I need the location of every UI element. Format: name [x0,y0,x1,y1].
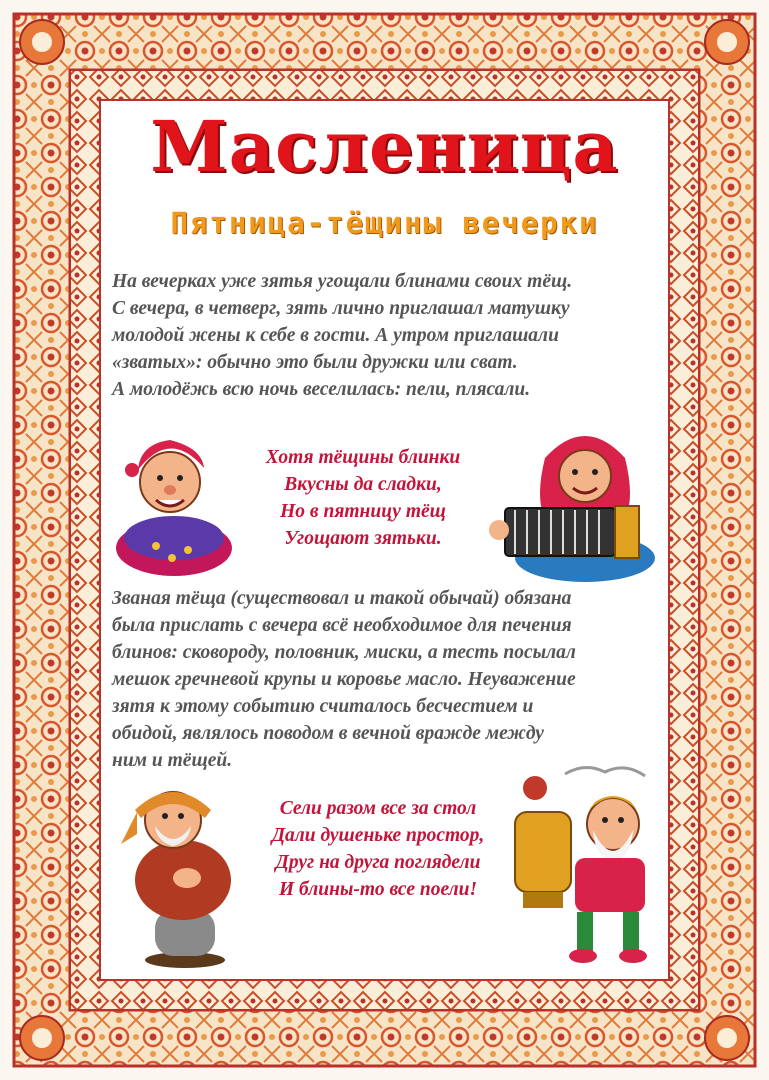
body-line: ним и тёщей. [112,750,233,771]
verse-line: Друг на друга поглядели [275,852,481,873]
body-line: зятя к этому событию считалось бесчестием и [112,696,534,717]
grandmother-illustration [110,418,238,578]
verse-two [238,795,518,903]
page-title: Масленица [150,105,619,188]
body-line: мешок гречневой крупы и коровье масло. Неуважение [112,669,576,690]
verse-line: Вкусны да сладки, [284,474,442,495]
verse-line: Угощают зятьки. [284,528,442,549]
body-line: обидой, являлось поводом в вечной вражде между [112,723,544,744]
body-line: была прислать с вечера всё необходимое для печения [112,615,572,636]
man-illustration [115,780,250,970]
body-line: Званая тёща (существовал и такой обычай) обязана [112,588,572,609]
body-paragraph [112,585,672,774]
body-line: блинов: сковороду, половник, миски, а тесть посылал [112,642,576,663]
verse-line: Хотя тёщины блинки [265,447,461,468]
verse-one [228,444,498,552]
verse-line: И блины-то все поели! [278,879,478,900]
verse-line: Дали душеньке простор, [271,825,485,846]
intro-line: «зватых»: обычно это были дружки или сват. [112,352,518,373]
intro-line: С вечера, в четверг, зять лично приглашал матушку [112,298,570,319]
verse-line: Сели разом все за стол [279,798,477,819]
accordion-grandmother-illustration [485,418,665,583]
intro-line: А молодёжь всю ночь веселилась: пели, плясали. [112,379,531,400]
intro-line: молодой жены к себе в гости. А утром приглашали [112,325,559,346]
intro-paragraph [112,268,672,403]
samovar-man-illustration [505,762,665,972]
page-subtitle: Пятница-тёщины вечерки [170,206,599,240]
verse-line: Но в пятницу тёщ [280,501,446,522]
intro-line: На вечерках уже зятья угощали блинами своих тёщ. [112,271,573,292]
